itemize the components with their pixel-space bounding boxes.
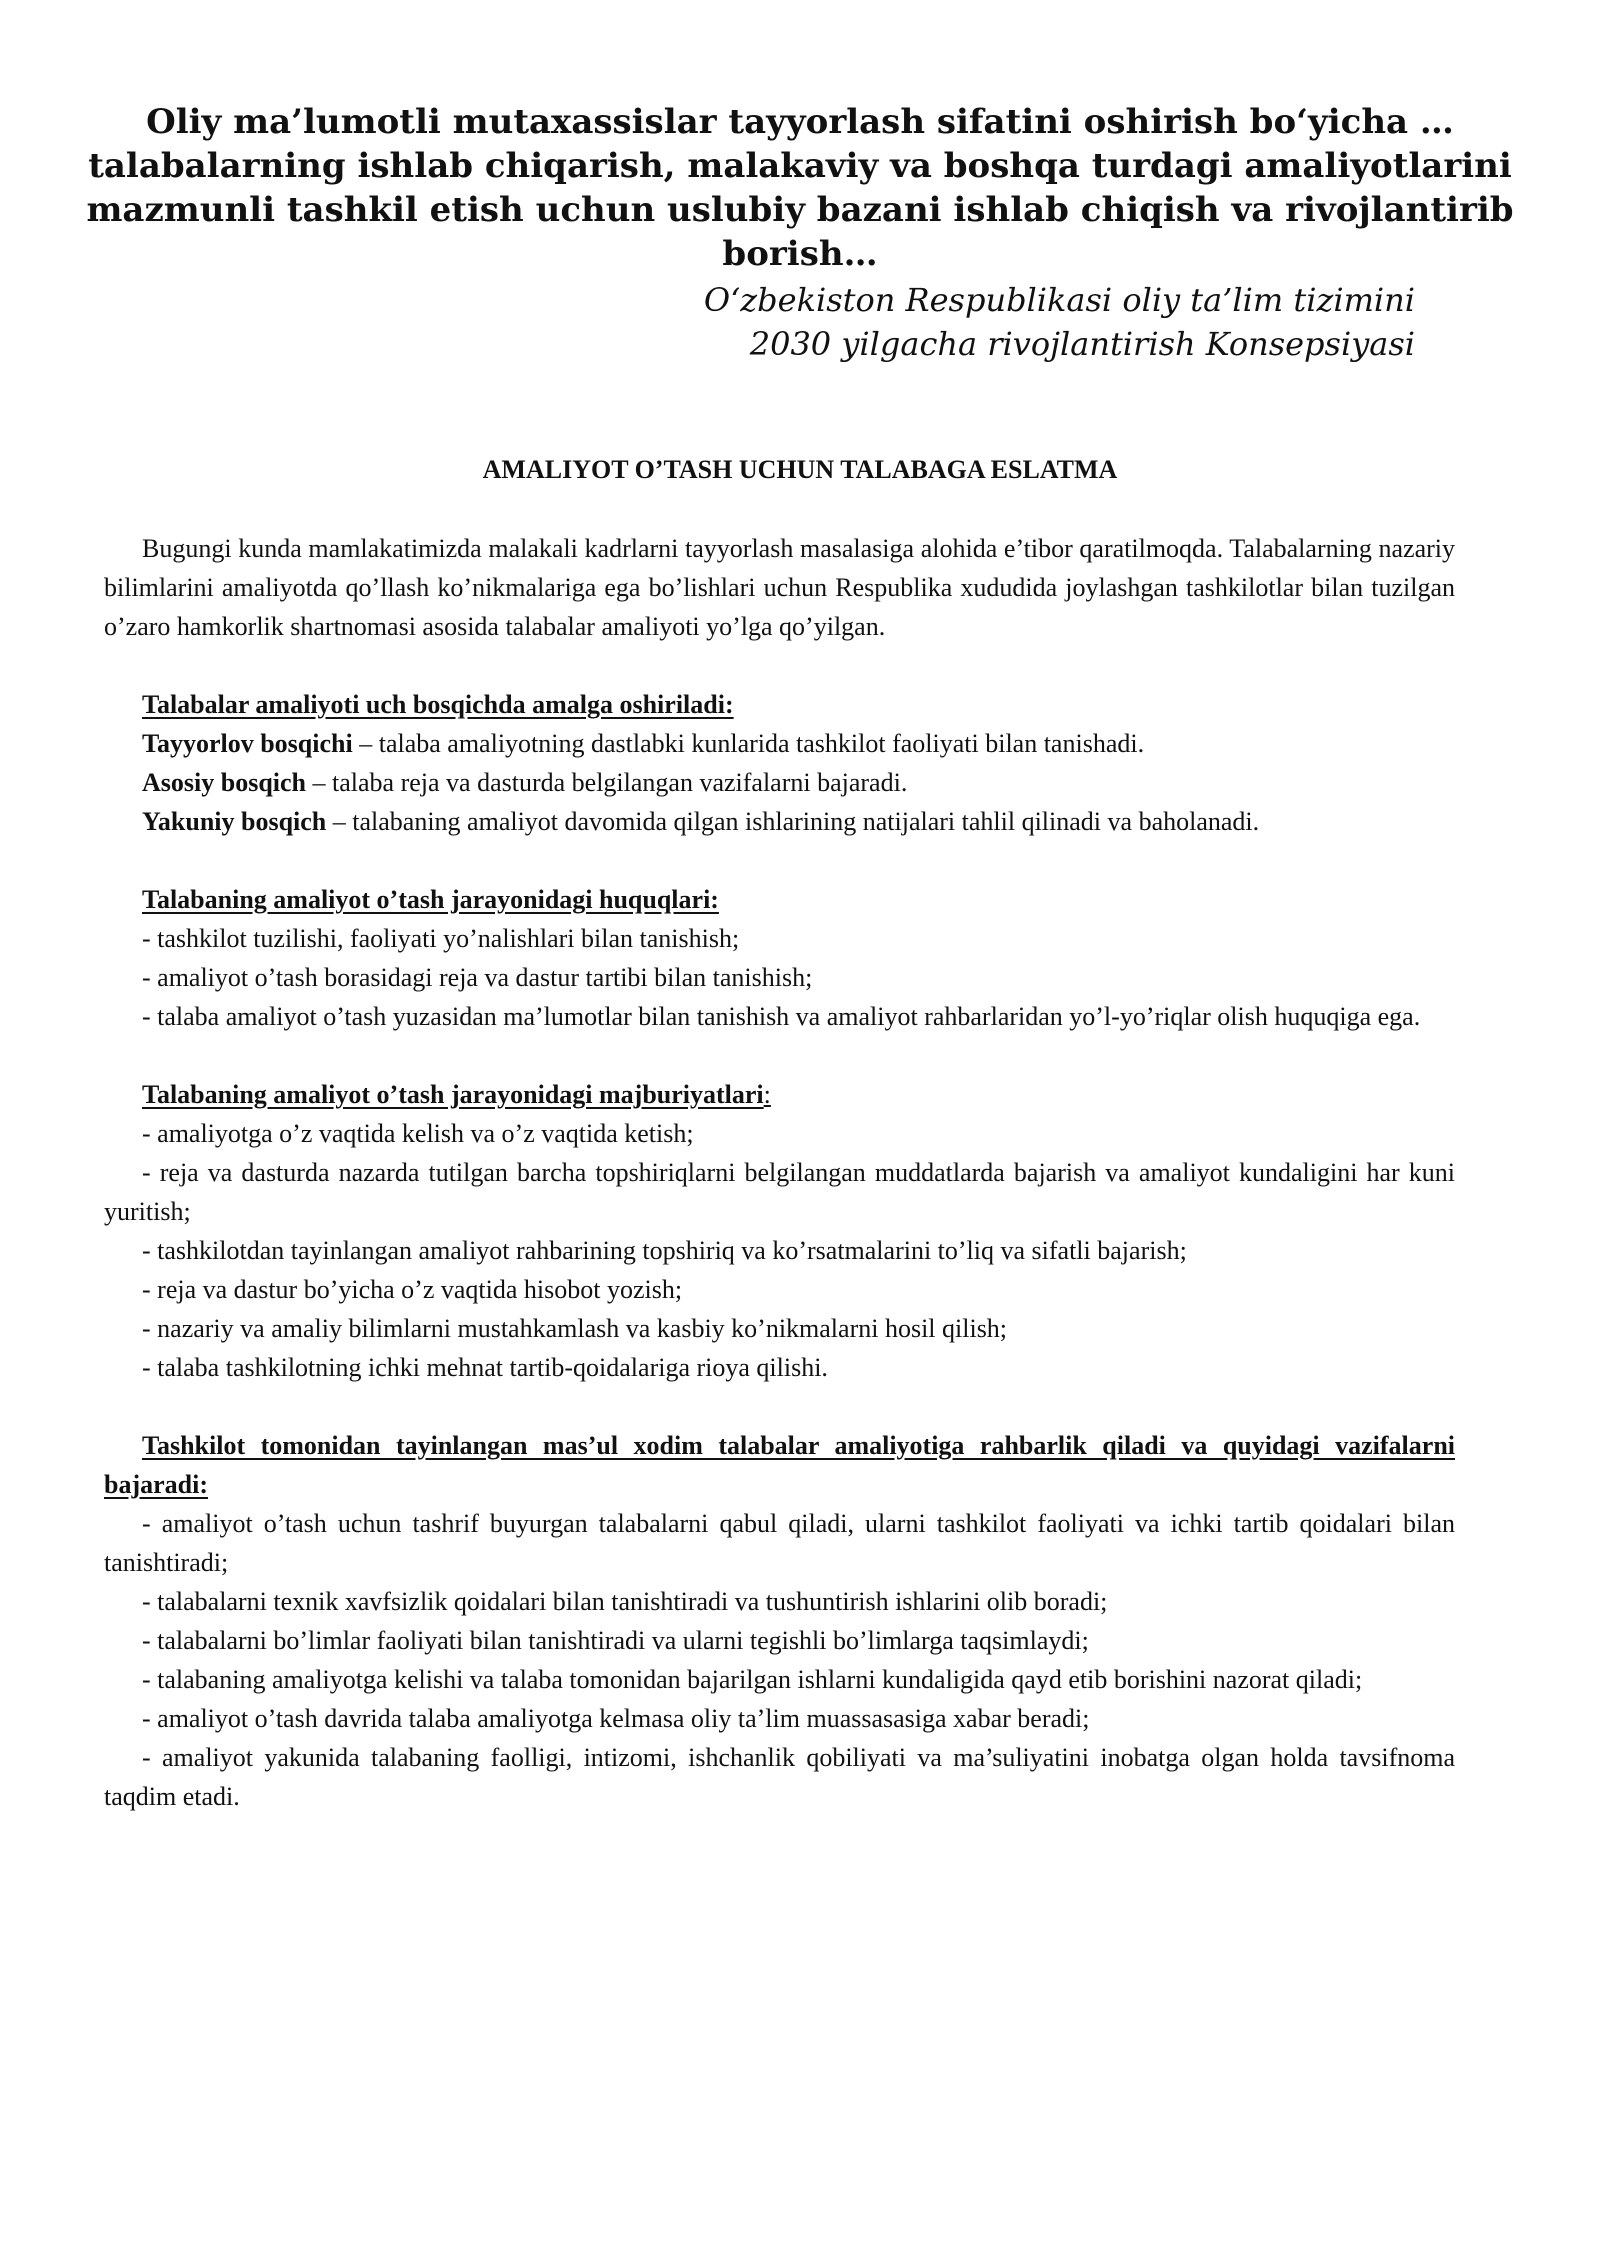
rights-item: - tashkilot tuzilishi, faoliyati yo’nalishlari bilan tanishish; (142, 924, 740, 953)
stage-item (104, 802, 1455, 841)
rights-item: - talaba amaliyot o’tash yuzasidan ma’lumotlar bilan tanishish va amaliyot rahbarlaridan yo’l-yo’riqlar olish huquqiga ega. (142, 1002, 1421, 1031)
duties-title-colon: : (763, 1080, 771, 1109)
stage-text: – talaba reja va dasturda belgilangan vazifalarni bajaradi. (306, 768, 908, 797)
epigraph-source (500, 278, 1415, 366)
rights-section (104, 880, 1455, 1036)
supervisor-item: - talabaning amaliyotga kelishi va talaba tomonidan bajarilgan ishlarni kundaligida qayd etib borishini nazorat qiladi; (142, 1665, 1363, 1694)
stage-text: – talaba amaliyotning dastlabki kunlarida tashkilot faoliyati bilan tanishadi. (352, 729, 1145, 758)
duties-section (104, 1075, 1455, 1387)
epigraph-source-line-2: 2030 yilgacha rivojlantirish Konsepsiyasi (749, 325, 1415, 363)
duties-item: - tashkilotdan tayinlangan amaliyot rahbarining topshiriq va ko’rsatmalarini to’liq va sifatli bajarish; (142, 1236, 1187, 1265)
stage-text: – talabaning amaliyot davomida qilgan ishlarining natijalari tahlil qilinadi va baholanadi. (326, 807, 1260, 836)
stages-section (104, 685, 1455, 841)
supervisor-item: - talabalarni bo’limlar faoliyati bilan tanishtiradi va ularni tegishli bo’limlarga taqsimlaydi; (142, 1626, 1089, 1655)
duties-item: - talaba tashkilotning ichki mehnat tartib-qoidalariga rioya qilishi. (142, 1353, 828, 1382)
stage-item (104, 724, 1455, 763)
document-heading: AMALIYOT O’TASH UCHUN TALABAGA ESLATMA (482, 455, 1118, 484)
intro-paragraph: Bugungi kunda mamlakatimizda malakali kadrlarni tayyorlash masalasiga alohida e’tibor qaratilmoqda. Talabalarning nazariy bilimlarini amaliyotda qo’llash ko’nikmalariga ega bo’lishlari uchun Respublika xududida joylashgan tashkilotlar bilan tuzilgan o’zaro hamkorlik shartnomasi asosida talabalar amaliyoti yo’lga qo’yilgan. (104, 534, 1455, 641)
stages-title: Talabalar amaliyoti uch bosqichda amalga oshiriladi: (142, 690, 734, 719)
stage-item (104, 763, 1455, 802)
supervisor-item: - talabalarni texnik xavfsizlik qoidalari bilan tanishtiradi va tushuntirish ishlarini olib boradi; (142, 1587, 1108, 1616)
supervisor-item: - amaliyot o’tash davrida talaba amaliyotga kelmasa oliy ta’lim muassasasiga xabar beradi; (142, 1704, 1090, 1733)
supervisor-title: Tashkilot tomonidan tayinlangan mas’ul xodim talabalar amaliyotiga rahbarlik qiladi va quyidagi vazifalarni bajaradi: (104, 1431, 1455, 1499)
duties-item: - amaliyotga o’z vaqtida kelish va o’z vaqtida ketish; (142, 1119, 694, 1148)
supervisor-item: - amaliyot yakunida talabaning faolligi, intizomi, ishchanlik qobiliyati va ma’suliyatini inobatga olgan holda tavsifnoma taqdim etadi. (104, 1743, 1455, 1811)
epigraph-source-line-1: O‘zbekiston Respublikasi oliy ta’lim tizimini (703, 281, 1415, 319)
duties-item: - nazariy va amaliy bilimlarni mustahkamlash va kasbiy ko’nikmalarni hosil qilish; (142, 1314, 1008, 1343)
stage-term: Yakuniy bosqich (142, 807, 327, 836)
rights-title: Talabaning amaliyot o’tash jarayonidagi huquqlari: (142, 885, 719, 914)
rights-item: - amaliyot o’tash borasidagi reja va dastur tartibi bilan tanishish; (142, 963, 813, 992)
epigraph-title: Oliy ma’lumotli mutaxassislar tayyorlash sifatini oshirish bo‘yicha … talabalarning ishlab chiqarish, malakaviy va boshqa turdagi amaliyotlarini mazmunli tashkil etish uchun uslubiy bazani ishlab chiqish va rivojlantirib borish… (86, 102, 1514, 274)
duties-item: - reja va dasturda nazarda tutilgan barcha topshiriqlarni belgilangan muddatlarda bajarish va amaliyot kundaligini har kuni yuritish; (104, 1158, 1455, 1226)
duties-title: Talabaning amaliyot o’tash jarayonidagi majburiyatlari (142, 1080, 764, 1109)
stage-term: Tayyorlov bosqichi (142, 729, 353, 758)
supervisor-item: - amaliyot o’tash uchun tashrif buyurgan talabalarni qabul qiladi, ularni tashkilot faoliyati va ichki tartib qoidalari bilan tanishtiradi; (104, 1509, 1455, 1577)
supervisor-section (104, 1426, 1455, 1816)
document-body (104, 529, 1455, 1816)
stage-term: Asosiy bosqich (142, 768, 306, 797)
duties-item: - reja va dastur bo’yicha o’z vaqtida hisobot yozish; (142, 1275, 683, 1304)
